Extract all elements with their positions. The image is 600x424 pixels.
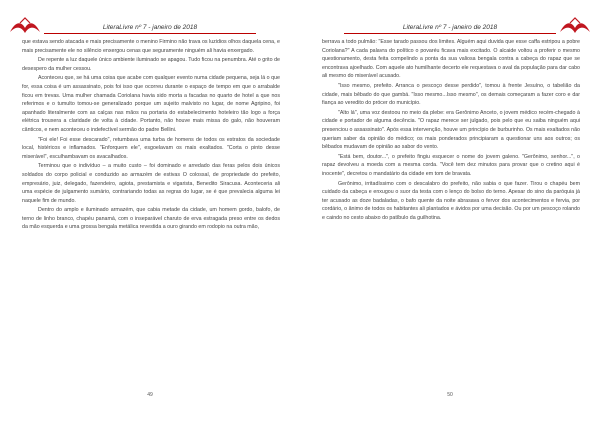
paragraph: Gerônimo, irritadíssimo com o descalabro do prefeito, não sabia o que fazer. Tirou o chapéu bem cuidado da cabeça e enxugou o suor da testa com o lenço do bolso do terno. Apesar do sino da paróquia já ter acusado as doze badaladas, o bafo quente da noite abrasava o fervor dos acontecimentos e fervia, por cordário, o ânimo de todos os habitantes ali plantados e ávidos por uma decisão. Ou por um pescoço rolando e caindo no cesto abaixo do patíbulo da guilhotina. [322,180,580,221]
header-title: LiteraLivre nº 7 - janeiro de 2018 [102,24,198,31]
paragraph: "Alto lá", uma voz destoou no meio da plebe: era Gerônimo Anceto, o jovem médico recém-chegado à cidade e portador de alguma decência. "O rapaz merece ser julgado, pois pelo que eu saiba ninguém aqui presenciou o assassinato". Após essa intervenção, houve um princípio de burburinho. Os mais exaltados não queriam saber da opinião do médico; os mais ponderados principiaram a questionar uns aos outros; os bêbados mudavam de opinião ao sabor do vento. [322,109,580,151]
paragraph: Dentro do amplo e iluminado armazém, que cabia metade da cidade, um homem gordo, balofo, de terno de linho branco, chapéu panamá, com o inseparável charuto de erva estragada preso entre os dedos da mão esquerda e uma grossa bengala metálica revestida a ouro girando em rodopio na outra mão, [22,207,280,231]
paragraph: "Foi ele! Foi esse descarado", retumbava uma turba de homens de todos os estratos da sociedade local, histéricos e inflamados. "Enforquem ele", esgoelavam os mais exaltados. "Corta o pinto desse miserável", esculhambavam os avacalhados. [22,136,280,160]
paragraph: berrava a todo pulmão: "Esse tarado passou dos limites. Alguém aqui duvida que esse caffa estripou a pobre Coriolana?" A cada palavra do político o povaréu ficava mais excitado. O alcaide voltou a proferir o mesmo questionamento, desta feita compelindo a ponta da sua valiosa bengala contra a cabeça do rapaz que se encontrava ajoelhado. Com aquele ato humilhante decerto ele requestava o aval da população para dar cabo ali mesmo do miserável acusado. [322,39,580,80]
header-title: LiteraLivre nº 7 - janeiro de 2018 [402,24,498,31]
page-number: 49 [147,392,153,398]
paragraph: De repente a luz daquele único ambiente iluminado se apagou. Tudo ficou na penumbra. Até o grito de desespero da mulher cessou. [22,57,280,72]
page-header [300,14,600,38]
page-number: 50 [447,392,453,398]
paragraph: "Está bem, doutor...", o prefeito fingiu esquecer o nome do jovem galeno. "Gerônimo, senhor...", o rapaz devolveu a moeda com a mesma corda. "Você tem dez minutos para provar que o cretino aqui é inocente", decretou o mandatário da cidade em tom de bravata. [322,153,580,177]
right-page [300,0,600,424]
paragraph: Terminou que o indivíduo – a muito custo – foi dominado e arredado das feras pelos dois únicos soldados do corpo policial e conduzido ao armazém de estivas O colossal, de propriedade do prefeito, empresário, juiz, delegado, fazendeiro, agiota, prestamista e vigarista, Benedito Siracusa. Aconteceria ali uma espécie de julgamento sumário, contrariando todas as regras do lugar, se é que prevalecia alguma lei naquele fim de mundo. [22,163,280,204]
header-rule [44,33,256,34]
right-page-text [322,38,580,223]
paragraph: "Isso mesmo, prefeito. Arranca o pescoço desse perdido", tomou à frente Jesuíno, o tabelião da cidade, mais bêbado do que gambá. "Isso mesmo...Isso mesmo", os demais começaram a fazer coro e dar fiança ao veredito do prócer do município. [322,82,580,107]
paragraph: que estava sendo atacada e mais precisamente o menino Firmino não trava os luzidios olhos daquela cena, e mais precisamente ele no silêncio enxergou cenas que seguramente ninguém ali havia enxergado. [22,39,280,54]
left-page-text [22,38,280,233]
page-header [0,14,300,38]
header-rule [344,33,556,34]
paragraph: Aconteceu que, se há uma coisa que acabe com qualquer evento numa cidade pequena, seja lá o que for, essa coisa é um assassinato, pois foi isso que ocorreu durante o espaço de tempo em que o arrabalde ficou em trevas. Uma mulher chamada Coriolana havia sido morta a facadas no quarto de hotel a que nos referimos e o tumulto tomou-se generalizado porque um sujeito malvisto no lugar, de nome Agripino, foi apanhado literalmente com as calças nas mãos na portaria do estabelecimento hoteleiro tão logo a força elétrica trouxera a claridade de volta à cidade. Portanto, não houve mais missa do galo, não houveram cânticos, e nem aconteceu o indefectível sermão do padre Bellini. [22,75,280,133]
